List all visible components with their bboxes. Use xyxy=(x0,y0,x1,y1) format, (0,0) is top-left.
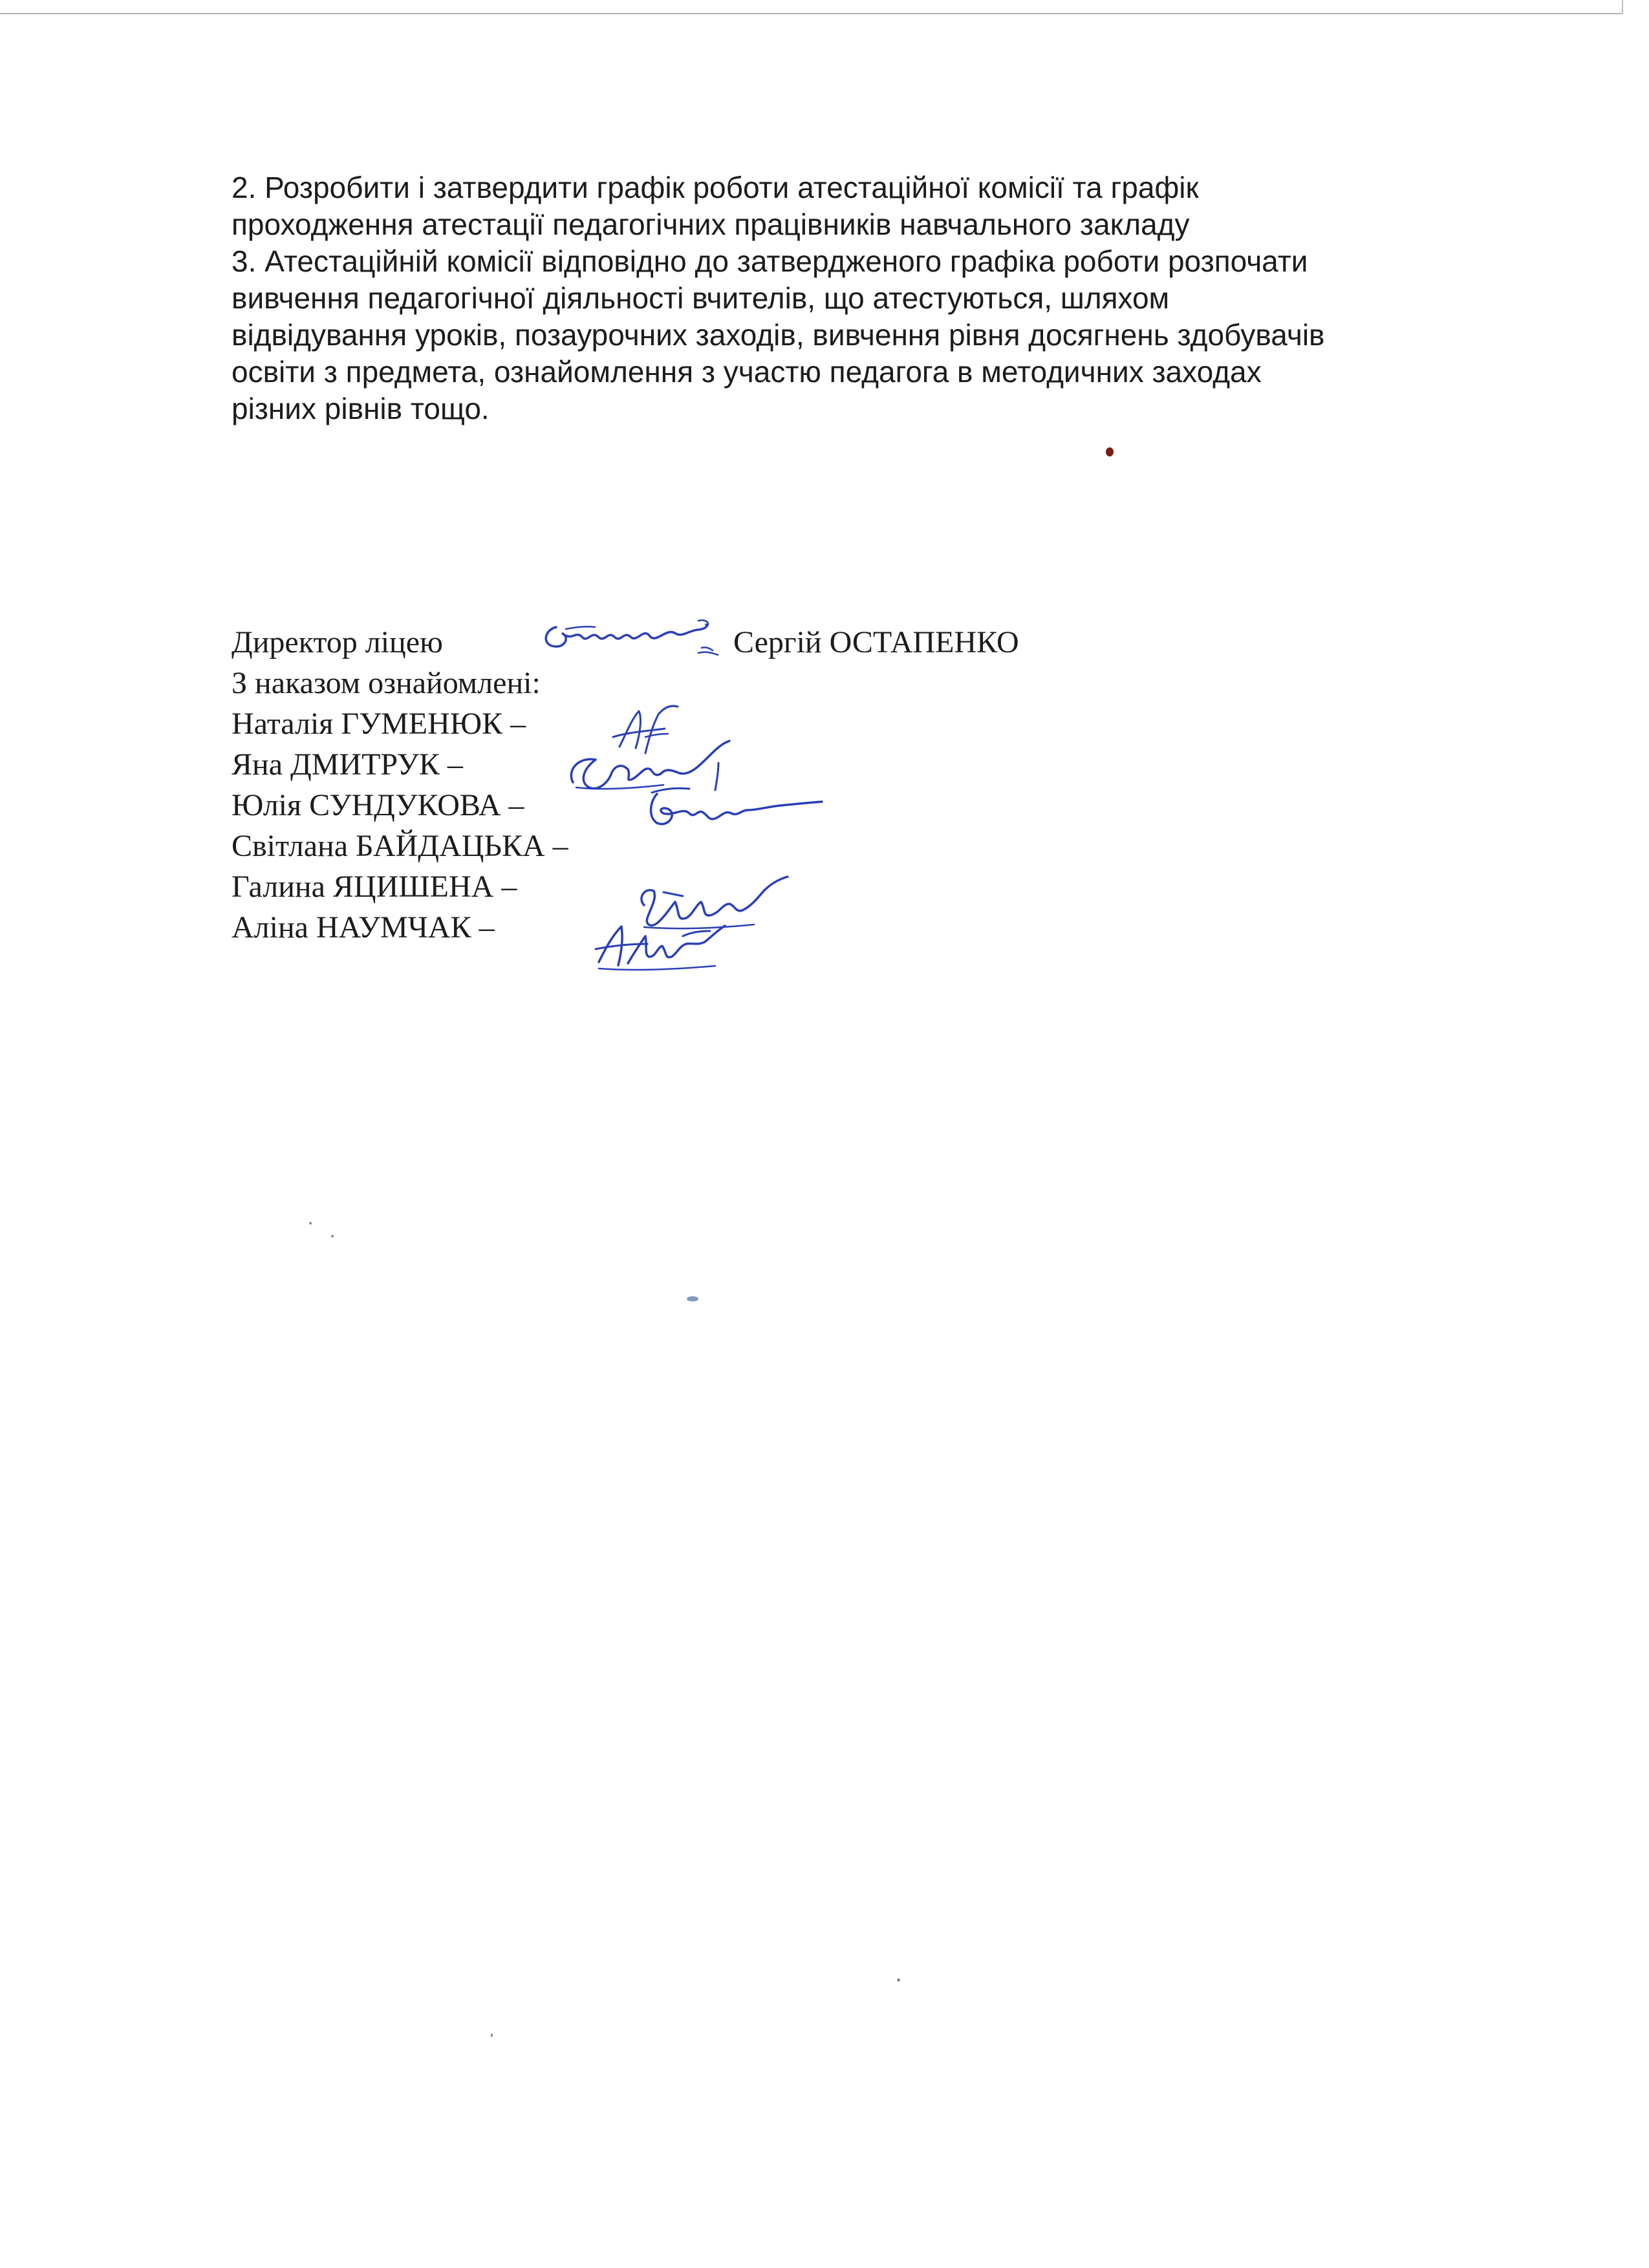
signature-dmytruk xyxy=(560,737,748,802)
acknowledged-name: Наталія ГУМЕНЮК – xyxy=(232,707,526,741)
paragraph-line: вивчення педагогічної діяльності вчителів, що атестуються, шляхом xyxy=(232,281,1170,315)
scan-dust xyxy=(331,1235,334,1237)
signature-yatsyshena xyxy=(625,873,799,937)
paragraph-line: різних рівнів тощо. xyxy=(232,392,490,425)
director-name: Сергій ОСТАПЕНКО xyxy=(733,625,1019,659)
acknowledged-name: Юлія СУНДУКОВА – xyxy=(232,788,524,822)
acknowledged-row xyxy=(232,866,568,907)
signature-sundukova xyxy=(638,781,832,839)
signature-block xyxy=(232,622,1019,948)
ink-stain xyxy=(1106,447,1114,456)
signature-naumchak xyxy=(586,917,754,975)
acknowledged-row xyxy=(232,744,568,785)
scan-dust xyxy=(897,1978,900,1982)
paragraph-line: освіти з предмета, ознайомлення з участю педагога в методичних заходах xyxy=(232,355,1262,389)
paragraph-line: проходження атестації педагогічних працівників навчального закладу xyxy=(232,208,1190,241)
order-body-text xyxy=(232,169,1525,427)
paragraph-line: відвідування уроків, позаурочних заходів, вивчення рівня досягнень здобувачів xyxy=(232,318,1325,352)
scan-dust xyxy=(309,1222,312,1225)
scan-dust xyxy=(687,1296,698,1301)
scan-dust xyxy=(491,2033,493,2037)
scan-top-edge xyxy=(0,13,1623,14)
director-line xyxy=(232,622,1019,663)
acknowledged-name: Галина ЯЦИШЕНА – xyxy=(232,870,517,904)
acknowledged-row xyxy=(232,785,568,826)
acknowledged-heading-line xyxy=(232,663,568,703)
director-signature-tail xyxy=(692,643,731,663)
director-title: Директор ліцею xyxy=(232,625,443,659)
acknowledged-name: Світлана БАЙДАЦЬКА – xyxy=(232,829,568,863)
scan-corner-mark xyxy=(1622,0,1623,14)
acknowledged-heading: З наказом ознайомлені: xyxy=(232,666,541,700)
paragraph-line: 3. Атестаційній комісії відповідно до затвердженого графіка роботи розпочати xyxy=(232,244,1308,278)
acknowledged-name: Яна ДМИТРУК – xyxy=(232,747,463,782)
acknowledged-row xyxy=(232,703,568,744)
acknowledged-name: Аліна НАУМЧАК – xyxy=(232,910,495,945)
signature-humeniuk xyxy=(607,701,684,766)
acknowledged-row xyxy=(232,907,568,948)
paragraph-line: 2. Розробити і затвердити графік роботи атестаційної комісії та графік xyxy=(232,171,1199,204)
acknowledged-row xyxy=(232,826,568,866)
